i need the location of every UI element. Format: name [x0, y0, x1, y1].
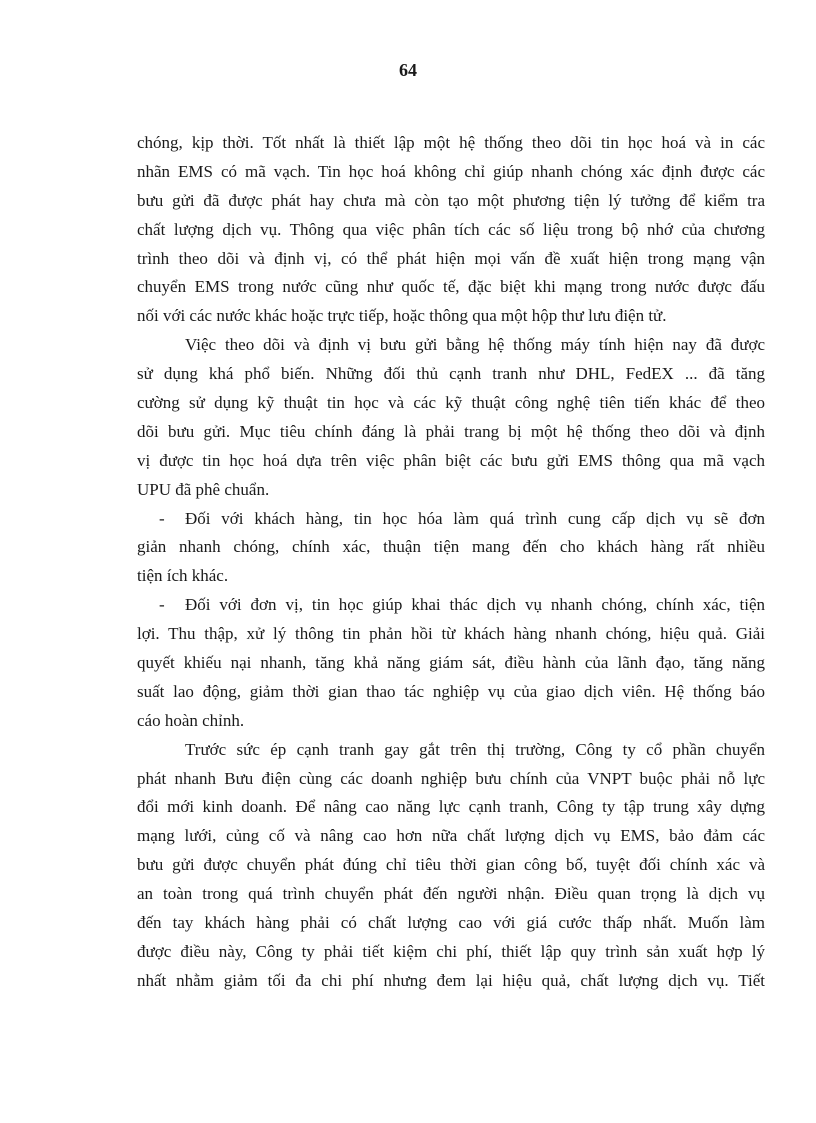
text-line: nhất nhằm giảm tối đa chi phí nhưng đem lại hiệu quả, chất lượng dịch vụ. Tiết: [137, 970, 765, 990]
text-line: nối với các nước khác hoặc trực tiếp, hoặc thông qua một hộp thư lưu điện tử.: [137, 306, 667, 326]
text-line: đổi mới kinh doanh. Để nâng cao năng lực cạnh tranh, Công ty tập trung xây dựng: [137, 797, 765, 817]
text-line: mạng lưới, củng cố và nâng cao hơn nữa chất lượng dịch vụ EMS, bảo đảm các: [137, 826, 765, 846]
text-line: chuyển EMS trong nước cũng như quốc tế, đặc biệt khi mạng trong nước được đấu: [137, 277, 765, 297]
text-line: Đối với đơn vị, tin học giúp khai thác dịch vụ nhanh chóng, chính xác, tiện: [185, 595, 765, 615]
text-line: Trước sức ép cạnh tranh gay gắt trên thị trường, Công ty cổ phần chuyển: [185, 739, 765, 759]
text-line: đến tay khách hàng phải có chất lượng cao với giá cước thấp nhất. Muốn làm: [137, 913, 765, 933]
bullet-marker: -: [159, 595, 165, 615]
bullet-marker: -: [159, 508, 165, 528]
text-line: cường sử dụng kỹ thuật tin học và các kỹ thuật công nghệ tiên tiến khác để theo: [137, 393, 765, 413]
body-text: [137, 129, 765, 996]
text-line: cáo hoàn chỉnh.: [137, 710, 245, 730]
text-line: được điều này, Công ty phải tiết kiệm chi phí, thiết lập quy trình sản xuất hợp lý: [137, 941, 765, 961]
text-line: chất lượng dịch vụ. Thông qua việc phân tích các số liệu trong bộ nhớ của chương: [137, 219, 765, 239]
text-line: phát nhanh Bưu điện cùng các doanh nghiệp bưu chính của VNPT buộc phải nỗ lực: [137, 768, 765, 788]
text-line: bưu gửi được chuyển phát đúng chỉ tiêu thời gian công bố, tuyệt đối chính xác và: [137, 855, 765, 875]
text-line: quyết khiếu nại nhanh, tăng khả năng giám sát, điều hành của lãnh đạo, tăng năng: [137, 653, 765, 673]
text-line: Đối với khách hàng, tin học hóa làm quá trình cung cấp dịch vụ sẽ đơn: [185, 508, 765, 528]
text-line: giản nhanh chóng, chính xác, thuận tiện mang đến cho khách hàng rất nhiều: [137, 537, 765, 557]
paragraph-2: [137, 331, 765, 504]
text-line: dõi bưu gửi. Mục tiêu chính đáng là phải trang bị một hệ thống theo dõi và định: [137, 421, 765, 441]
text-line: lợi. Thu thập, xử lý thông tin phản hồi từ khách hàng nhanh chóng, hiệu quả. Giải: [137, 624, 765, 644]
bullet-item-2: [137, 591, 765, 735]
bullet-item-1: [137, 505, 765, 592]
page-number: 64: [399, 60, 417, 80]
text-line: chóng, kịp thời. Tốt nhất là thiết lập một hệ thống theo dõi tin học hoá và in các: [137, 133, 765, 152]
text-line: tiện ích khác.: [137, 566, 229, 586]
text-line: bưu gửi đã được phát hay chưa mà còn tạo một phương tiện lý tưởng để kiểm tra: [137, 190, 765, 210]
text-line: trình theo dõi và định vị, có thể phát hiện mọi vấn đề xuất hiện trong mạng vận: [137, 248, 765, 268]
text-line: an toàn trong quá trình chuyển phát đến người nhận. Điều quan trọng là dịch vụ: [137, 884, 765, 904]
text-line: Việc theo dõi và định vị bưu gửi bằng hệ thống máy tính hiện nay đã được: [185, 335, 765, 355]
text-line: suất lao động, giảm thời gian thao tác nghiệp vụ của giao dịch viên. Hệ thống báo: [137, 681, 765, 701]
text-line: vị được tin học hoá dựa trên việc phân biệt các bưu gửi EMS thông qua mã vạch: [137, 450, 765, 470]
paragraph-5: [137, 736, 765, 996]
text-line: nhãn EMS có mã vạch. Tin học hoá không chỉ giúp nhanh chóng xác định được các: [137, 161, 765, 181]
text-line: UPU đã phê chuẩn.: [137, 479, 270, 499]
paragraph-1: [137, 129, 765, 331]
text-line: sử dụng khá phổ biến. Những đối thủ cạnh tranh như DHL, FedEX ... đã tăng: [137, 364, 765, 384]
